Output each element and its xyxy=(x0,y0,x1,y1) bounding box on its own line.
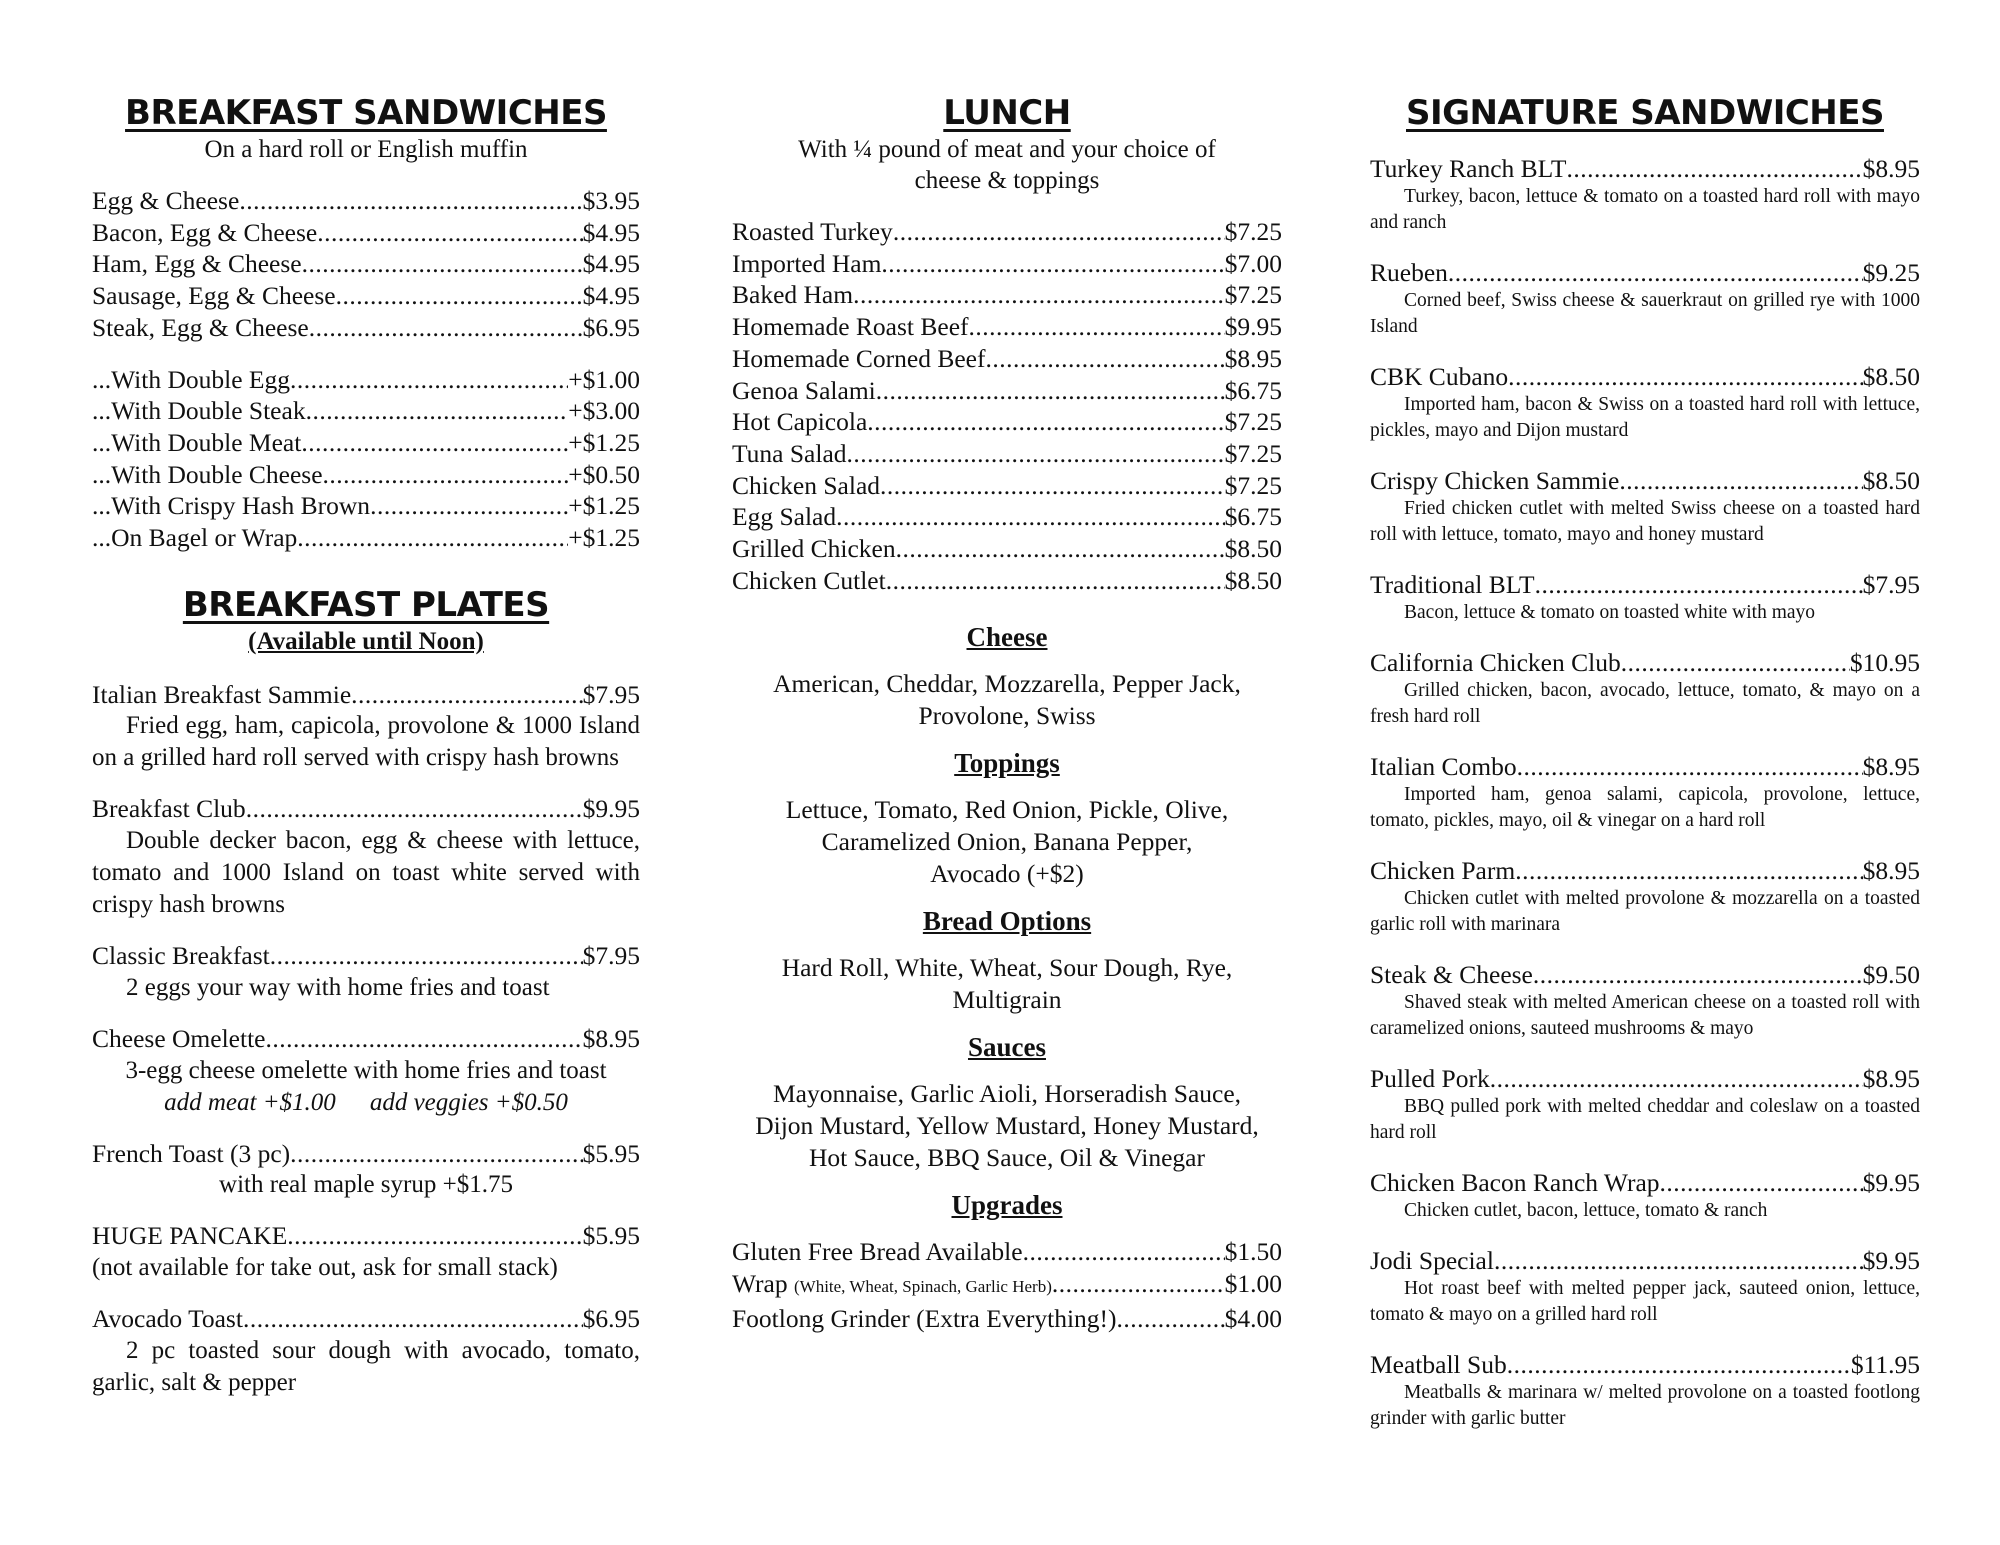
breakfast-plates-title: BREAKFAST PLATES xyxy=(182,584,550,625)
upgrades-list xyxy=(732,1236,1282,1334)
toppings-options-line1: Lettuce, Tomato, Red Onion, Pickle, Olive, xyxy=(785,795,1229,825)
leader-dots xyxy=(853,279,1225,311)
item-description: Double decker bacon, egg & cheese with lettuce, tomato and 1000 Island on toast white served with crispy hash browns xyxy=(92,827,640,919)
item-price: $9.95 xyxy=(582,794,640,824)
item-price: $6.95 xyxy=(582,312,640,342)
item-price: $6.75 xyxy=(1224,375,1282,405)
item-price: $7.25 xyxy=(1224,407,1282,437)
leader-dots xyxy=(1507,1350,1851,1380)
menu-item-row xyxy=(732,375,1282,407)
item-price: $6.75 xyxy=(1224,502,1282,532)
menu-item-row xyxy=(92,793,640,825)
item-name: CBK Cubano xyxy=(1370,362,1509,391)
menu-item-row xyxy=(1370,856,1920,886)
leader-dots xyxy=(1508,362,1862,392)
addon-price: +$1.25 xyxy=(568,491,640,521)
addon-name: ...With Crispy Hash Brown xyxy=(92,491,371,521)
item-price: $9.50 xyxy=(1862,960,1920,989)
signature-sandwiches-title: SIGNATURE SANDWICHES xyxy=(1406,93,1884,133)
item-price: $4.95 xyxy=(582,281,640,311)
bread-options-line2: Multigrain xyxy=(952,985,1062,1015)
menu-item-row xyxy=(732,565,1282,597)
item-price: $7.25 xyxy=(1224,217,1282,246)
upgrade-note: (White, Wheat, Spinach, Garlic Herb) xyxy=(793,1277,1052,1297)
lunch-list xyxy=(732,216,1282,596)
upgrades-heading: Upgrades xyxy=(951,1190,1063,1221)
upgrade-price: $1.50 xyxy=(1224,1237,1282,1267)
item-price: $9.25 xyxy=(1862,258,1920,287)
leader-dots xyxy=(969,311,1225,343)
addon-price: +$1.25 xyxy=(568,523,640,553)
leader-dots xyxy=(1533,960,1863,990)
item-description: Turkey, bacon, lettuce & tomato on a toasted hard roll with mayo and ranch xyxy=(1370,186,1920,233)
cheese-heading: Cheese xyxy=(966,622,1048,653)
item-name: Turkey Ranch BLT xyxy=(1370,154,1567,183)
signature-item xyxy=(1370,258,1920,340)
leader-dots xyxy=(336,280,583,312)
addon-name: ...With Double Egg xyxy=(92,364,290,394)
item-description: with real maple syrup +$1.75 xyxy=(219,1171,513,1199)
item-name: Steak, Egg & Cheese xyxy=(92,312,309,342)
item-price: $5.95 xyxy=(582,1138,640,1168)
item-price: $8.50 xyxy=(1224,534,1282,564)
plate-item xyxy=(92,1138,640,1202)
item-name: Chicken Salad xyxy=(732,470,881,500)
menu-item-row xyxy=(1370,362,1920,392)
item-name: Meatball Sub xyxy=(1370,1350,1507,1379)
lunch-column xyxy=(732,92,1282,1335)
addon-row xyxy=(92,364,640,396)
leader-dots xyxy=(986,343,1225,375)
toppings-options-line3: Avocado (+$2) xyxy=(930,859,1084,889)
breakfast-sandwiches-subtitle: On a hard roll or English muffin xyxy=(204,136,528,163)
lunch-title: LUNCH xyxy=(943,93,1071,133)
leader-dots xyxy=(317,217,582,249)
item-name: Italian Combo xyxy=(1370,752,1517,781)
menu-item-row xyxy=(92,280,640,312)
addon-row xyxy=(92,427,640,459)
addon-row xyxy=(92,459,640,491)
menu-item-row xyxy=(92,248,640,280)
item-price: $7.25 xyxy=(1224,438,1282,468)
leader-dots xyxy=(876,375,1225,407)
breakfast-column xyxy=(92,92,640,1418)
leader-dots xyxy=(287,1220,582,1252)
signature-item xyxy=(1370,362,1920,444)
item-price: $8.50 xyxy=(1862,362,1920,391)
item-name: Homemade Roast Beef xyxy=(732,312,969,342)
item-name: Avocado Toast xyxy=(92,1303,243,1333)
item-price: $7.25 xyxy=(1224,470,1282,500)
item-price: $8.95 xyxy=(582,1023,640,1053)
menu-item-row xyxy=(732,501,1282,533)
upgrade-name: Footlong Grinder (Extra Everything!) xyxy=(732,1303,1117,1333)
breakfast-plates-subtitle: (Available until Noon) xyxy=(248,627,484,655)
addon-name: ...With Double Cheese xyxy=(92,459,323,489)
item-description: 2 eggs your way with home fries and toast xyxy=(126,973,550,1001)
item-price: $9.95 xyxy=(1224,312,1282,342)
menu-item-row xyxy=(92,679,640,711)
item-name: HUGE PANCAKE xyxy=(92,1221,288,1251)
leader-dots xyxy=(351,679,582,711)
addon-row xyxy=(92,395,640,427)
item-description: Fried egg, ham, capicola, provolone & 1000 Island on a grilled hard roll served with crispy hash browns xyxy=(92,712,640,772)
leader-dots xyxy=(1566,154,1862,184)
item-description: Chicken cutlet, bacon, lettuce, tomato & ranch xyxy=(1404,1200,1768,1221)
item-name: Breakfast Club xyxy=(92,794,246,824)
leader-dots xyxy=(893,216,1225,248)
item-price: $7.95 xyxy=(1862,570,1920,599)
signature-item xyxy=(1370,752,1920,834)
item-description: 2 pc toasted sour dough with avocado, tomato, garlic, salt & pepper xyxy=(92,1336,640,1396)
menu-item-row xyxy=(1370,752,1920,782)
item-description: Meatballs & marinara w/ melted provolone on a toasted footlong grinder with garlic butter xyxy=(1370,1382,1920,1429)
item-name: Classic Breakfast xyxy=(92,941,270,971)
leader-dots xyxy=(246,793,583,825)
item-name: Baked Ham xyxy=(732,280,854,310)
addon-name: ...On Bagel or Wrap xyxy=(92,523,298,553)
item-price: $8.95 xyxy=(1224,343,1282,373)
leader-dots xyxy=(270,940,583,972)
leader-dots xyxy=(323,459,569,491)
item-price: $10.95 xyxy=(1849,648,1920,677)
menu-item-row xyxy=(1370,1064,1920,1094)
item-description: Shaved steak with melted American cheese on a toasted roll with caramelized onions, sauteed mushrooms & mayo xyxy=(1370,992,1920,1039)
breakfast-addon-list xyxy=(92,364,640,554)
item-description: Fried chicken cutlet with melted Swiss cheese on a toasted hard roll with lettuce, tomato, mayo and honey mustard xyxy=(1370,498,1920,545)
item-name: Bacon, Egg & Cheese xyxy=(92,217,318,247)
leader-dots xyxy=(239,185,582,217)
signature-item xyxy=(1370,154,1920,236)
leader-dots xyxy=(1494,1246,1863,1276)
item-name: California Chicken Club xyxy=(1370,648,1621,677)
leader-dots xyxy=(836,501,1225,533)
leader-dots xyxy=(1448,258,1863,288)
item-price: $3.95 xyxy=(582,186,640,215)
leader-dots xyxy=(847,438,1225,470)
toppings-options-line2: Caramelized Onion, Banana Pepper, xyxy=(821,827,1193,857)
item-price: $6.95 xyxy=(582,1303,640,1333)
signature-item xyxy=(1370,1246,1920,1328)
item-name: French Toast (3 pc) xyxy=(92,1138,291,1168)
addon-name: ...With Double Steak xyxy=(92,396,306,426)
sauces-options-line1: Mayonnaise, Garlic Aioli, Horseradish Sauce, xyxy=(772,1079,1242,1109)
upgrade-name xyxy=(732,1268,1052,1303)
addon-price: +$3.00 xyxy=(568,396,640,426)
toppings-heading: Toppings xyxy=(954,748,1060,779)
item-description: 3-egg cheese omelette with home fries and toast xyxy=(125,1056,607,1084)
menu-item-row xyxy=(92,185,640,217)
item-description: Chicken cutlet with melted provolone & mozzarella on a toasted garlic roll with marinara xyxy=(1370,888,1920,935)
bread-options-line1: Hard Roll, White, Wheat, Sour Dough, Rye, xyxy=(781,953,1233,983)
item-name: Hot Capicola xyxy=(732,407,868,437)
plate-item xyxy=(92,1023,640,1119)
menu-item-row xyxy=(92,1023,640,1055)
leader-dots xyxy=(243,1303,583,1335)
item-name: Steak & Cheese xyxy=(1370,960,1533,989)
leader-dots xyxy=(302,248,583,280)
signature-item xyxy=(1370,1168,1920,1224)
item-name: Tuna Salad xyxy=(732,438,847,468)
signature-item xyxy=(1370,466,1920,548)
item-price: $8.95 xyxy=(1862,752,1920,781)
menu-item-row xyxy=(1370,466,1920,496)
leader-dots xyxy=(301,427,568,459)
item-price: $9.95 xyxy=(1862,1168,1920,1197)
plate-item xyxy=(92,793,640,921)
upgrade-price: $1.00 xyxy=(1224,1269,1282,1299)
leader-dots xyxy=(1619,466,1862,496)
lunch-subtitle-line1: With ¼ pound of meat and your choice of xyxy=(798,136,1216,163)
menu-item-row xyxy=(1370,1168,1920,1198)
sauces-heading: Sauces xyxy=(967,1032,1046,1063)
item-name: Pulled Pork xyxy=(1370,1064,1490,1093)
item-name: Homemade Corned Beef xyxy=(732,343,986,373)
bread-options-heading: Bread Options xyxy=(922,906,1092,937)
menu-item-row xyxy=(92,940,640,972)
item-name: Roasted Turkey xyxy=(732,217,893,246)
menu-item-row xyxy=(1370,960,1920,990)
add-meat-note: add meat +$1.00 xyxy=(164,1088,336,1116)
lunch-subtitle-line2: cheese & toppings xyxy=(914,167,1100,194)
item-name: Grilled Chicken xyxy=(732,534,896,564)
leader-dots xyxy=(867,406,1224,438)
menu-item-row xyxy=(732,343,1282,375)
leader-dots xyxy=(1660,1168,1863,1198)
item-price: $7.00 xyxy=(1224,248,1282,278)
item-description: Imported ham, genoa salami, capicola, provolone, lettuce, tomato, pickles, mayo, oil & vinegar on a hard roll xyxy=(1370,784,1920,831)
plate-item xyxy=(92,1303,640,1399)
upgrade-row xyxy=(732,1268,1282,1303)
upgrade-row xyxy=(732,1236,1282,1268)
item-name: Chicken Cutlet xyxy=(732,565,886,595)
menu-item-row xyxy=(732,248,1282,280)
menu-item-row xyxy=(92,1220,640,1252)
item-name: Egg & Cheese xyxy=(92,186,240,215)
item-price: $7.95 xyxy=(582,679,640,709)
menu-item-row xyxy=(92,217,640,249)
menu-item-row xyxy=(1370,258,1920,288)
item-price: $7.95 xyxy=(582,941,640,971)
item-description: BBQ pulled pork with melted cheddar and coleslaw on a toasted hard roll xyxy=(1370,1096,1920,1143)
breakfast-sandwiches-title: BREAKFAST SANDWICHES xyxy=(125,93,607,133)
item-name: Sausage, Egg & Cheese xyxy=(92,281,336,311)
item-description: Grilled chicken, bacon, avocado, lettuce, tomato, & mayo on a fresh hard roll xyxy=(1370,680,1920,727)
leader-dots xyxy=(880,470,1225,502)
menu-item-row xyxy=(92,1138,640,1170)
upgrade-label: Wrap xyxy=(732,1269,794,1299)
signature-item xyxy=(1370,1064,1920,1146)
upgrade-name: Gluten Free Bread Available xyxy=(732,1237,1023,1267)
item-description: Imported ham, bacon & Swiss on a toasted hard roll with lettuce, pickles, mayo and Dijon mustard xyxy=(1370,394,1920,441)
leader-dots xyxy=(1515,856,1862,886)
cheese-options-line2: Provolone, Swiss xyxy=(918,701,1096,731)
leader-dots xyxy=(1052,1268,1225,1300)
leader-dots xyxy=(290,364,568,396)
menu-item-row xyxy=(732,406,1282,438)
item-price: $7.25 xyxy=(1224,280,1282,310)
leader-dots xyxy=(886,565,1225,597)
item-price: $8.50 xyxy=(1862,466,1920,495)
leader-dots xyxy=(1023,1236,1225,1268)
leader-dots xyxy=(1117,1303,1225,1335)
plate-item xyxy=(92,679,640,775)
menu-item-row xyxy=(1370,1350,1920,1380)
sauces-options-line3: Hot Sauce, BBQ Sauce, Oil & Vinegar xyxy=(808,1143,1205,1173)
menu-item-row xyxy=(1370,1246,1920,1276)
signature-item xyxy=(1370,648,1920,730)
leader-dots xyxy=(896,533,1225,565)
addon-name: ...With Double Meat xyxy=(92,427,302,457)
item-name: Jodi Special xyxy=(1370,1246,1494,1275)
menu-item-row xyxy=(732,438,1282,470)
item-price: $11.95 xyxy=(1850,1350,1920,1379)
item-name: Egg Salad xyxy=(732,502,837,532)
item-description: Hot roast beef with melted pepper jack, sauteed onion, lettuce, tomato & mayo on a grilled hard roll xyxy=(1370,1278,1920,1325)
item-price: $8.95 xyxy=(1862,154,1920,183)
menu-item-row xyxy=(92,312,640,344)
item-price: $8.50 xyxy=(1224,565,1282,595)
item-price: $8.95 xyxy=(1862,856,1920,885)
addon-price: +$1.25 xyxy=(568,427,640,457)
leader-dots xyxy=(1490,1064,1863,1094)
sauces-options-line2: Dijon Mustard, Yellow Mustard, Honey Mustard, xyxy=(755,1111,1259,1141)
upgrade-row xyxy=(732,1303,1282,1335)
breakfast-sandwich-list xyxy=(92,185,640,344)
addon-row xyxy=(92,490,640,522)
item-price: $4.95 xyxy=(582,249,640,279)
plate-item xyxy=(92,940,640,1004)
signature-item xyxy=(1370,570,1920,626)
item-name: Cheese Omelette xyxy=(92,1023,266,1053)
item-name: Crispy Chicken Sammie xyxy=(1370,466,1620,495)
item-price: $5.95 xyxy=(582,1221,640,1251)
signature-item xyxy=(1370,960,1920,1042)
menu-item-row xyxy=(1370,648,1920,678)
item-name: Chicken Bacon Ranch Wrap xyxy=(1370,1168,1660,1197)
menu-item-row xyxy=(732,533,1282,565)
menu-item-row xyxy=(732,216,1282,248)
item-name: Italian Breakfast Sammie xyxy=(92,679,352,709)
leader-dots xyxy=(306,395,569,427)
leader-dots xyxy=(1535,570,1863,600)
cheese-options-line1: American, Cheddar, Mozzarella, Pepper Jack, xyxy=(773,669,1241,699)
leader-dots xyxy=(297,522,568,554)
plate-item xyxy=(92,1220,640,1284)
item-name: Traditional BLT xyxy=(1370,570,1535,599)
menu-item-row xyxy=(1370,570,1920,600)
menu-item-row xyxy=(92,1303,640,1335)
add-veggies-note: add veggies +$0.50 xyxy=(369,1088,568,1116)
signature-item xyxy=(1370,856,1920,938)
leader-dots xyxy=(881,248,1224,280)
leader-dots xyxy=(1621,648,1850,678)
item-description: (not available for take out, ask for small stack) xyxy=(92,1253,558,1281)
leader-dots xyxy=(1517,752,1863,782)
item-description: Corned beef, Swiss cheese & sauerkraut on grilled rye with 1000 Island xyxy=(1370,290,1920,337)
leader-dots xyxy=(309,312,583,344)
item-description: Bacon, lettuce & tomato on toasted white with mayo xyxy=(1404,602,1816,623)
item-name: Ham, Egg & Cheese xyxy=(92,249,302,279)
menu-item-row xyxy=(732,279,1282,311)
item-price: $8.95 xyxy=(1862,1064,1920,1093)
menu-item-row xyxy=(732,470,1282,502)
leader-dots xyxy=(290,1138,582,1170)
addon-price: +$1.00 xyxy=(568,364,640,394)
item-name: Chicken Parm xyxy=(1370,856,1516,885)
signature-item xyxy=(1370,1350,1920,1432)
menu-item-row xyxy=(1370,154,1920,184)
leader-dots xyxy=(370,490,568,522)
item-name: Imported Ham xyxy=(732,248,882,278)
addon-price: +$0.50 xyxy=(568,459,640,489)
item-price: $4.95 xyxy=(582,217,640,247)
item-name: Rueben xyxy=(1370,258,1448,287)
item-price: $9.95 xyxy=(1862,1246,1920,1275)
signature-column xyxy=(1370,92,1920,1454)
item-name: Genoa Salami xyxy=(732,375,876,405)
leader-dots xyxy=(265,1023,582,1055)
addon-row xyxy=(92,522,640,554)
omelette-addons xyxy=(92,1087,640,1119)
upgrade-price: $4.00 xyxy=(1224,1303,1282,1333)
menu-item-row xyxy=(732,311,1282,343)
